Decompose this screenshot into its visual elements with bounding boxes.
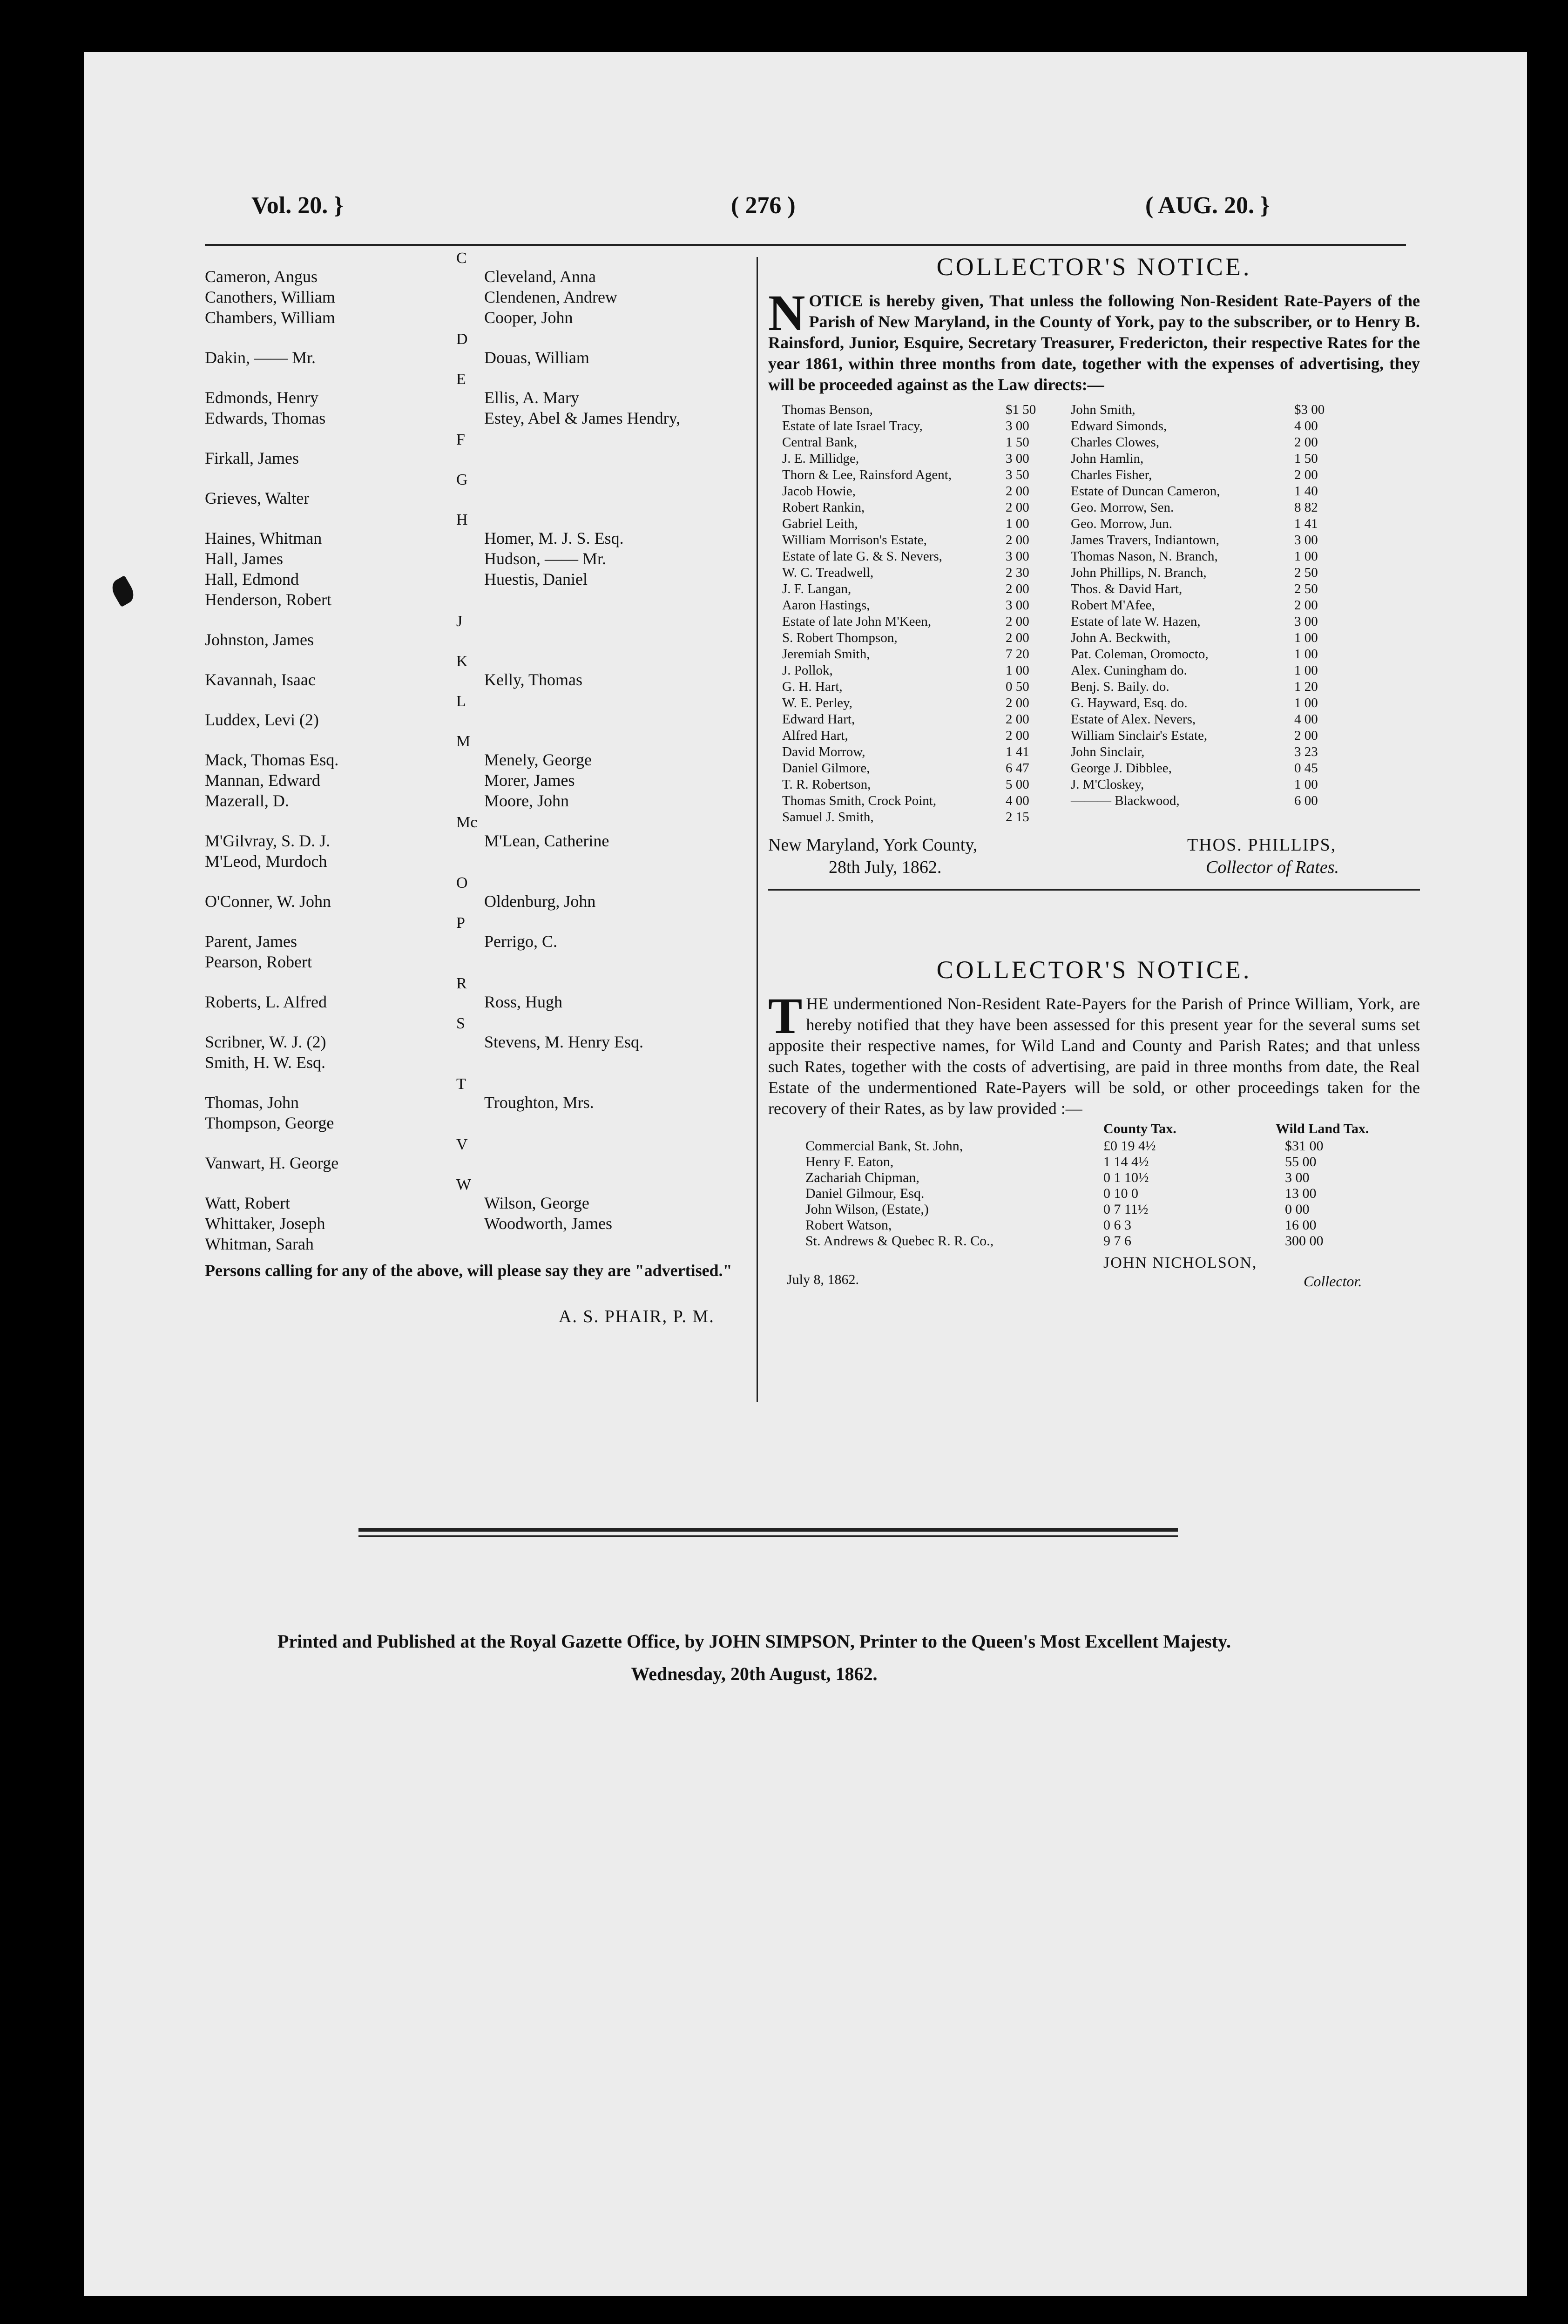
rate-payer-name: George J. Dibblee, <box>1071 761 1172 776</box>
rate-amount: 1 00 <box>1006 516 1029 531</box>
rate-payer-name: Estate of late W. Hazen, <box>1071 614 1201 629</box>
rate-amount: 2 30 <box>1006 565 1029 580</box>
letter-group <box>205 1176 745 1254</box>
rate-payer-name: Thomas Benson, <box>782 402 873 417</box>
rate-payer-name: ——— Blackwood, <box>1071 793 1180 808</box>
addressee-name: Hall, James <box>205 549 283 568</box>
ink-blot-mark <box>108 575 138 607</box>
addressee-name: Mack, Thomas Esq. <box>205 750 339 769</box>
rate-amount: 2 00 <box>1006 484 1029 499</box>
rate-amount: 2 15 <box>1006 810 1029 824</box>
rate-amount: 2 00 <box>1006 533 1029 547</box>
issue-date: ( AUG. 20. } <box>1145 192 1270 219</box>
rate-payer-name: William Sinclair's Estate, <box>1071 728 1208 743</box>
addressee-name: Canothers, William <box>205 288 335 306</box>
date-line: 28th July, 1862. <box>829 858 942 877</box>
taxpayer-name: St. Andrews & Quebec R. R. Co., <box>805 1233 994 1249</box>
rate-payer-name: W. E. Perley, <box>782 696 852 710</box>
column-divider <box>757 257 758 1402</box>
addressee-name: Ellis, A. Mary <box>484 388 579 407</box>
rate-payer-name: S. Robert Thompson, <box>782 630 898 645</box>
notice-body <box>768 284 1420 395</box>
addressee-name: Smith, H. W. Esq. <box>205 1053 326 1072</box>
rate-payer-name: Pat. Coleman, Oromocto, <box>1071 647 1209 662</box>
rate-amount: 1 00 <box>1294 630 1318 645</box>
addressee-name: M'Leod, Murdoch <box>205 852 327 871</box>
rate-amount: 2 00 <box>1294 467 1318 482</box>
letter-heading: P <box>456 914 465 932</box>
letter-group <box>205 1075 745 1133</box>
rate-amount: 1 00 <box>1294 647 1318 662</box>
addressee-name: Perrigo, C. <box>484 932 557 951</box>
rate-amount: 1 41 <box>1294 516 1318 531</box>
rate-amount: 2 00 <box>1006 500 1029 515</box>
rate-amount: 1 00 <box>1294 696 1318 710</box>
county-tax-amount: 0 10 0 <box>1103 1186 1138 1201</box>
notice-title: COLLECTOR'S NOTICE. <box>936 956 1252 984</box>
rate-payer-name: Geo. Morrow, Jun. <box>1071 516 1173 531</box>
rate-amount: 1 00 <box>1294 549 1318 564</box>
wild-land-tax-amount: 3 00 <box>1285 1170 1310 1185</box>
addressee-name: Hudson, —— Mr. <box>484 549 607 568</box>
rate-amount: 3 50 <box>1006 467 1029 482</box>
rate-payer-name: John Hamlin, <box>1071 451 1144 466</box>
rate-amount: 4 00 <box>1294 419 1318 433</box>
letter-heading: Mc <box>456 814 478 831</box>
rate-amount: 3 00 <box>1294 614 1318 629</box>
addressee-name: Parent, James <box>205 932 297 951</box>
rate-amount: 2 00 <box>1006 712 1029 727</box>
collector-notice-prince-william <box>768 955 1420 1301</box>
rate-amount: 2 00 <box>1006 614 1029 629</box>
notice-text: HE undermentioned Non-Resident Rate-Payers for the Parish of Prince William, York, are hereby notified that they have been assessed for this present year for the several sums set apposite their respective names, for Wild Land and County and Parish Rates; and that unless such Rates, together with the costs of advertising, are paid in three months from date, the Real Estate of the undermentioned Rate-Payers will be sold, or other proceedings taken for the recovery of their Rates, as by law provided :— <box>768 994 1420 1118</box>
addressee-name: Wilson, George <box>484 1194 589 1212</box>
addressee-name: Edwards, Thomas <box>205 409 326 427</box>
rate-payer-name: G. Hayward, Esq. do. <box>1071 696 1188 710</box>
addressee-name: Cooper, John <box>484 308 573 327</box>
signer-name: JOHN NICHOLSON, <box>1103 1254 1257 1271</box>
rate-amount: 2 50 <box>1294 581 1318 596</box>
signer-role: Collector. <box>1304 1273 1362 1290</box>
rate-payer-name: Charles Clowes, <box>1071 435 1160 450</box>
addressee-name: Cameron, Angus <box>205 267 318 286</box>
taxpayer-name: Zachariah Chipman, <box>805 1170 919 1185</box>
rate-amount: 8 82 <box>1294 500 1318 515</box>
closing-rule-thin <box>358 1535 1178 1537</box>
rate-payer-name: J. E. Millidge, <box>782 451 859 466</box>
addressee-name: Troughton, Mrs. <box>484 1093 594 1112</box>
addressee-name: Oldenburg, John <box>484 892 596 911</box>
addressee-name: Whittaker, Joseph <box>205 1214 325 1233</box>
page-number: ( 276 ) <box>731 192 796 219</box>
taxpayer-name: Robert Watson, <box>805 1217 892 1233</box>
addressee-name: Stevens, M. Henry Esq. <box>484 1033 643 1051</box>
rate-amount: 3 00 <box>1006 419 1029 433</box>
rate-amount: 1 50 <box>1006 435 1029 450</box>
rate-amount: 6 47 <box>1006 761 1029 776</box>
letter-heading: R <box>456 975 467 992</box>
rate-payer-name: Estate of late Israel Tracy, <box>782 419 923 433</box>
addressee-name: Pearson, Robert <box>205 953 312 971</box>
rate-payer-name: Jacob Howie, <box>782 484 856 499</box>
addressee-name: Cleveland, Anna <box>484 267 596 286</box>
letter-heading: T <box>456 1075 466 1093</box>
assessment-table <box>768 1138 1420 1254</box>
rate-amount: 2 00 <box>1294 598 1318 613</box>
persons-calling-note: Persons calling for any of the above, will please say they are "advertised." <box>205 1261 732 1280</box>
county-tax-amount: 9 7 6 <box>1103 1233 1131 1249</box>
rate-payer-name: J. M'Closkey, <box>1071 777 1144 792</box>
wild-land-tax-amount: $31 00 <box>1285 1138 1324 1154</box>
rate-payer-name: Robert M'Afee, <box>1071 598 1155 613</box>
wild-land-tax-amount: 0 00 <box>1285 1202 1310 1217</box>
letter-group <box>205 653 745 690</box>
rate-payer-name: Thorn & Lee, Rainsford Agent, <box>782 467 952 482</box>
addressee-name: Dakin, —— Mr. <box>205 348 316 367</box>
addressee-name: Homer, M. J. S. Esq. <box>484 529 624 547</box>
addressee-name: Ross, Hugh <box>484 993 563 1011</box>
drop-cap: N <box>768 284 805 341</box>
county-tax-amount: 0 1 10½ <box>1103 1170 1149 1185</box>
rate-payer-name: David Morrow, <box>782 744 865 759</box>
rate-amount: 4 00 <box>1294 712 1318 727</box>
rate-amount: 0 50 <box>1006 679 1029 694</box>
wild-land-tax-amount: 16 00 <box>1285 1217 1317 1233</box>
addressee-name: Grieves, Walter <box>205 489 310 507</box>
letter-heading: C <box>456 250 467 267</box>
county-tax-amount: 0 6 3 <box>1103 1217 1131 1233</box>
rate-amount: 0 45 <box>1294 761 1318 776</box>
letter-group <box>205 693 745 730</box>
letter-group <box>205 1015 745 1073</box>
rate-amount: 3 00 <box>1006 598 1029 613</box>
rate-payers-table <box>768 402 1420 835</box>
rate-payer-name: Gabriel Leith, <box>782 516 858 531</box>
letter-heading: M <box>456 733 471 750</box>
rate-amount: 3 00 <box>1006 451 1029 466</box>
letter-heading: G <box>456 471 468 488</box>
rate-payer-name: Thomas Nason, N. Branch, <box>1071 549 1218 564</box>
addressee-name: M'Gilvray, S. D. J. <box>205 831 331 850</box>
rate-amount: $1 50 <box>1006 402 1036 417</box>
taxpayer-name: John Wilson, (Estate,) <box>805 1202 929 1217</box>
collector-notice-new-maryland <box>768 252 1420 891</box>
rate-payer-name: William Morrison's Estate, <box>782 533 927 547</box>
addressee-name: Luddex, Levi (2) <box>205 710 319 729</box>
addressee-name: Mazerall, D. <box>205 791 289 810</box>
notice-title: COLLECTOR'S NOTICE. <box>936 253 1252 281</box>
rate-amount: 3 00 <box>1294 533 1318 547</box>
postmaster-signature: A. S. PHAIR, P. M. <box>559 1307 715 1326</box>
county-tax-amount: £0 19 4½ <box>1103 1138 1156 1154</box>
rate-payer-name: Samuel J. Smith, <box>782 810 874 824</box>
addressee-name: Whitman, Sarah <box>205 1235 314 1253</box>
tax-column-headers <box>768 1119 1420 1138</box>
rate-amount: 1 00 <box>1294 777 1318 792</box>
addressee-name: Vanwart, H. George <box>205 1154 339 1172</box>
letter-group <box>205 331 745 368</box>
rate-amount: 1 41 <box>1006 744 1029 759</box>
letter-heading: D <box>456 331 468 348</box>
rate-payer-name: Estate of late John M'Keen, <box>782 614 932 629</box>
rate-payer-name: Geo. Morrow, Sen. <box>1071 500 1174 515</box>
letter-group <box>205 874 745 912</box>
addressee-name: O'Conner, W. John <box>205 892 331 911</box>
addressee-name: Haines, Whitman <box>205 529 322 547</box>
taxpayer-name: Daniel Gilmour, Esq. <box>805 1186 925 1201</box>
addressee-name: Estey, Abel & James Hendry, <box>484 409 681 427</box>
imprint-date: Wednesday, 20th August, 1862. <box>631 1663 878 1684</box>
rate-payer-name: Charles Fisher, <box>1071 467 1152 482</box>
addressee-name: Hall, Edmond <box>205 570 299 588</box>
letter-group <box>205 511 745 610</box>
signer-name: THOS. PHILLIPS, <box>1187 835 1337 855</box>
rate-amount: 1 00 <box>1294 663 1318 678</box>
letter-group <box>205 814 745 872</box>
letter-group <box>205 975 745 1012</box>
addressee-name: Kavannah, Isaac <box>205 670 316 689</box>
rate-amount: 3 23 <box>1294 744 1318 759</box>
date-line: July 8, 1862. <box>787 1272 859 1287</box>
rate-amount: 2 00 <box>1006 728 1029 743</box>
addressee-name: Henderson, Robert <box>205 590 331 609</box>
letter-heading: S <box>456 1015 465 1032</box>
rate-amount: 3 00 <box>1006 549 1029 564</box>
letter-heading: L <box>456 693 466 710</box>
letter-group <box>205 613 745 650</box>
rate-amount: 1 00 <box>1006 663 1029 678</box>
taxpayer-name: Commercial Bank, St. John, <box>805 1138 963 1154</box>
letter-group <box>205 471 745 508</box>
addressee-name: Watt, Robert <box>205 1194 291 1212</box>
rate-amount: 1 40 <box>1294 484 1318 499</box>
addressee-name: Chambers, William <box>205 308 335 327</box>
rate-payer-name: John Sinclair, <box>1071 744 1145 759</box>
rate-payer-name: Benj. S. Baily. do. <box>1071 679 1169 694</box>
notice-separator <box>768 889 1420 891</box>
volume-label: Vol. 20. } <box>251 192 344 219</box>
place-line: New Maryland, York County, <box>768 835 978 855</box>
addressee-name: Thomas, John <box>205 1093 299 1112</box>
closing-rule <box>358 1528 1178 1532</box>
notice-signoff <box>768 835 1420 881</box>
letter-group <box>205 371 745 428</box>
rate-payer-name: Alfred Hart, <box>782 728 848 743</box>
addressee-name: Woodworth, James <box>484 1214 613 1233</box>
wild-land-tax-amount: 300 00 <box>1285 1233 1324 1249</box>
rate-amount: 2 00 <box>1006 630 1029 645</box>
rate-amount: 1 50 <box>1294 451 1318 466</box>
addressee-name: Menely, George <box>484 750 592 769</box>
letter-heading: J <box>456 613 463 630</box>
rate-payer-name: Jeremiah Smith, <box>782 647 870 662</box>
addressee-name: Roberts, L. Alfred <box>205 993 327 1011</box>
addressee-name: Huestis, Daniel <box>484 570 588 588</box>
notice-text: OTICE is hereby given, That unless the following Non-Resident Rate-Payers of the Parish of New Maryland, in the County of York, pay to the subscriber, or to Henry B. Rainsford, Junior, Esquire, Secretary Treasurer, Fredericton, their respective Rates for the year 1861, within three months from date, together with the expenses of advertising, they will be proceeded against as the Law directs:— <box>768 291 1420 394</box>
rate-payer-name: J. Pollok, <box>782 663 833 678</box>
rate-amount: 2 50 <box>1294 565 1318 580</box>
rate-amount: 5 00 <box>1006 777 1029 792</box>
gazette-page <box>84 52 1527 2296</box>
wild-land-tax-header: Wild Land Tax. <box>1276 1121 1369 1136</box>
rate-payer-name: Alex. Cuningham do. <box>1071 663 1187 678</box>
rate-payer-name: John A. Beckwith, <box>1071 630 1171 645</box>
county-tax-header: County Tax. <box>1103 1121 1176 1136</box>
rate-payer-name: Thos. & David Hart, <box>1071 581 1183 596</box>
addressee-name: Clendenen, Andrew <box>484 288 617 306</box>
rate-payer-name: Estate of Alex. Nevers, <box>1071 712 1196 727</box>
addressee-name: Douas, William <box>484 348 589 367</box>
letter-heading: O <box>456 874 468 892</box>
rate-payer-name: W. C. Treadwell, <box>782 565 874 580</box>
rate-payer-name: Estate of late G. & S. Nevers, <box>782 549 942 564</box>
letter-group <box>205 250 745 328</box>
addressee-name: Thompson, George <box>205 1114 334 1132</box>
notice-body <box>768 987 1420 1119</box>
notice-signoff <box>768 1254 1420 1301</box>
addressee-name: Mannan, Edward <box>205 771 320 790</box>
signer-role: Collector of Rates. <box>1206 858 1339 877</box>
rate-payer-name: James Travers, Indiantown, <box>1071 533 1219 547</box>
letter-heading: W <box>456 1176 472 1193</box>
letter-group <box>205 1136 745 1173</box>
addressee-name: Johnston, James <box>205 630 314 649</box>
letter-heading: F <box>456 431 465 448</box>
rate-payer-name: T. R. Robertson, <box>782 777 871 792</box>
letter-group <box>205 431 745 468</box>
letter-heading: E <box>456 371 466 388</box>
drop-cap: T <box>768 987 803 1044</box>
rate-payer-name: Edward Hart, <box>782 712 855 727</box>
addressee-name: M'Lean, Catherine <box>484 831 609 850</box>
rate-payer-name: Thomas Smith, Crock Point, <box>782 793 937 808</box>
letter-heading: K <box>456 653 468 670</box>
addressee-name: Kelly, Thomas <box>484 670 582 689</box>
addressee-name: Scribner, W. J. (2) <box>205 1033 326 1051</box>
rate-amount: 2 00 <box>1294 728 1318 743</box>
county-tax-amount: 0 7 11½ <box>1103 1202 1149 1217</box>
rate-amount: $3 00 <box>1294 402 1325 417</box>
rate-amount: 6 00 <box>1294 793 1318 808</box>
addressee-name: Morer, James <box>484 771 575 790</box>
rate-payer-name: John Phillips, N. Branch, <box>1071 565 1207 580</box>
rate-payer-name: Central Bank, <box>782 435 858 450</box>
letter-heading: V <box>456 1136 468 1153</box>
rate-amount: 4 00 <box>1006 793 1029 808</box>
rate-amount: 2 00 <box>1294 435 1318 450</box>
rate-payer-name: Robert Rankin, <box>782 500 865 515</box>
rate-amount: 2 00 <box>1006 581 1029 596</box>
wild-land-tax-amount: 55 00 <box>1285 1154 1317 1169</box>
addressee-name: Edmonds, Henry <box>205 388 318 407</box>
addressee-name: Firkall, James <box>205 449 299 467</box>
rate-payer-name: Aaron Hastings, <box>782 598 870 613</box>
rate-payer-name: G. H. Hart, <box>782 679 843 694</box>
rate-payer-name: Estate of Duncan Cameron, <box>1071 484 1220 499</box>
rate-payer-name: Edward Simonds, <box>1071 419 1167 433</box>
letter-group <box>205 914 745 972</box>
imprint-line: Printed and Published at the Royal Gazette Office, by JOHN SIMPSON, Printer to the Queen's Most Excellent Majesty. <box>277 1631 1231 1652</box>
header-rule <box>205 244 1406 246</box>
rate-payer-name: Daniel Gilmore, <box>782 761 870 776</box>
rate-payer-name: John Smith, <box>1071 402 1135 417</box>
rate-amount: 1 20 <box>1294 679 1318 694</box>
rate-amount: 2 00 <box>1006 696 1029 710</box>
taxpayer-name: Henry F. Eaton, <box>805 1154 894 1169</box>
letter-group <box>205 733 745 811</box>
rate-amount: 7 20 <box>1006 647 1029 662</box>
county-tax-amount: 1 14 4½ <box>1103 1154 1149 1169</box>
rate-payer-name: J. F. Langan, <box>782 581 852 596</box>
addressee-name: Moore, John <box>484 791 569 810</box>
wild-land-tax-amount: 13 00 <box>1285 1186 1317 1201</box>
letter-heading: H <box>456 511 468 528</box>
